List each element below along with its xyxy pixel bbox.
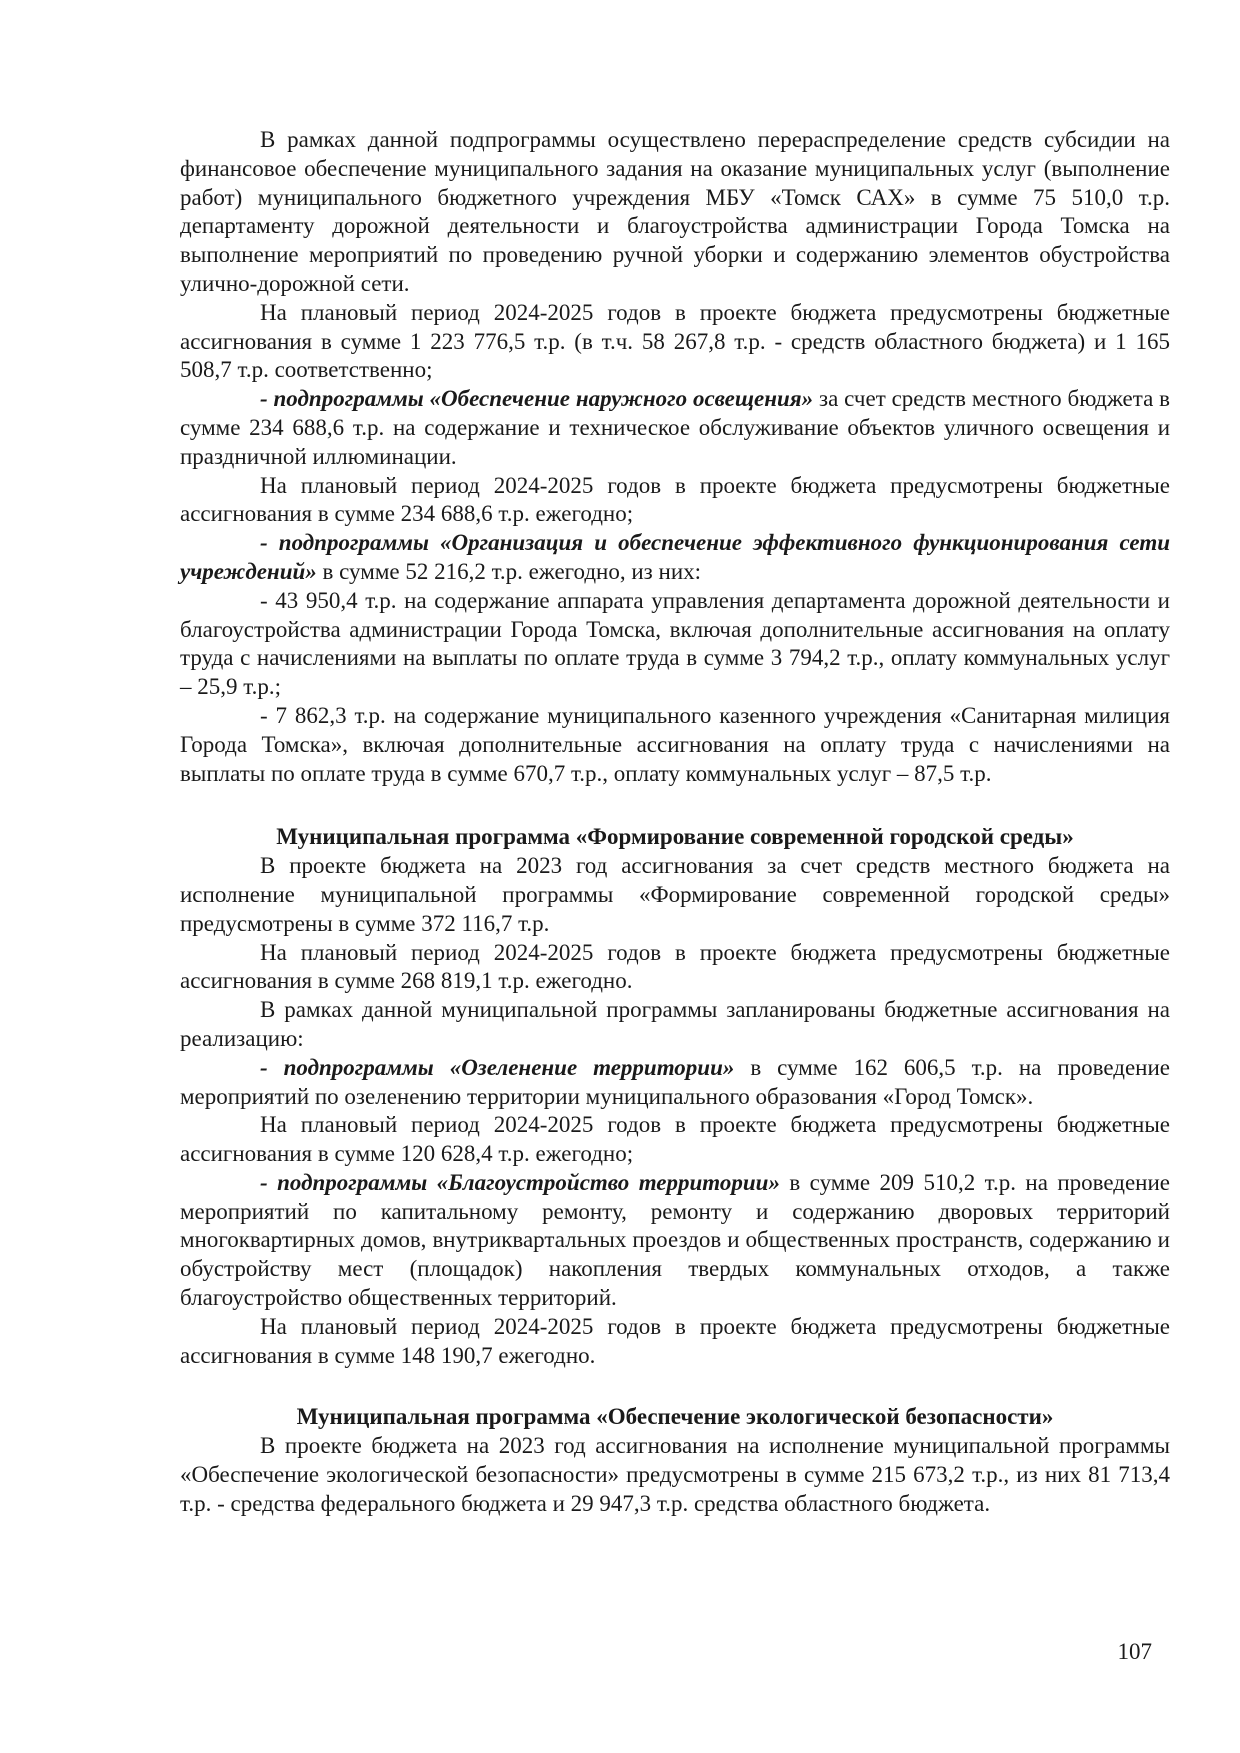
subprogram-text-improvement: в сумме 209 510,2 т.р. на проведение мероприятий по капитальному ремонту, ремонту и содержанию дворовых территорий многоквартирных домов, внутриквартальных проездов и общественных пространств, содержанию и обустройству мест (площадок) накопления твердых коммунальных отходов, а также благоустройство общественных территорий. (180, 1169, 1170, 1311)
paragraph-sub-network (180, 529, 1170, 587)
paragraph-sub-improvement (180, 1169, 1170, 1313)
subprogram-title-improvement: - подпрограммы «Благоустройство территории» (260, 1169, 780, 1195)
page-number: 107 (1117, 1639, 1152, 1664)
subprogram-title-lighting: - подпрограммы «Обеспечение наружного освещения» (260, 386, 814, 412)
paragraph-plan-greening: На плановый период 2024-2025 годов в проекте бюджета предусмотрены бюджетные ассигнования в сумме 120 628,4 т.р. ежегодно; (180, 1112, 1170, 1167)
paragraph-urban-intro: В проекте бюджета на 2023 год ассигнования за счет средств местного бюджета на исполнение муниципальной программы «Формирование современной городской среды» предусмотрены в сумме 372 116,7 т.р. (180, 853, 1170, 936)
paragraph-urban-framework: В рамках данной муниципальной программы запланированы бюджетные ассигнования на реализацию: (180, 997, 1170, 1051)
subprogram-text-network: в сумме 52 216,2 т.р. ежегодно, из них: (316, 558, 702, 584)
paragraph-plan-lighting: На плановый период 2024-2025 годов в проекте бюджета предусмотрены бюджетные ассигнования в сумме 234 688,6 т.р. ежегодно; (180, 472, 1170, 527)
section-gap (180, 788, 1170, 823)
subprogram-text-lighting: за счет средств местного бюджета в сумме 234 688,6 т.р. на содержание и техническое обслуживание объектов уличного освещения и праздничной иллюминации. (180, 386, 1170, 469)
heading-ecology: Муниципальная программа «Обеспечение экологической безопасности» (296, 1404, 1054, 1430)
paragraph-plan-improvement-network: На плановый период 2024-2025 годов в проекте бюджета предусмотрены бюджетные ассигнования в сумме 1 223 776,5 т.р. (в т.ч. 58 267,8 т.р. - средств областного бюджета) и 1 165 508,7 т.р. соответственно; (180, 299, 1170, 383)
subprogram-title-greening: - подпрограммы «Озеленение территории» (260, 1054, 735, 1080)
section-gap (180, 1370, 1170, 1403)
paragraph-sub-greening (180, 1054, 1170, 1112)
paragraph-sub-lighting (180, 385, 1170, 471)
paragraph-redistribution: В рамках данной подпрограммы осуществлено перераспределение средств субсидии на финансовое обеспечение муниципального задания на оказание муниципальных услуг (выполнение работ) муниципального бюджетного учреждения МБУ «Томск САХ» в сумме 75 510,0 т.р. департаменту дорожной деятельности и благоустройства администрации Города Томска на выполнение мероприятий по проведению ручной уборки и содержанию элементов обустройства улично-дорожной сети. (180, 127, 1170, 296)
paragraph-plan-improvement: На плановый период 2024-2025 годов в проекте бюджета предусмотрены бюджетные ассигнования в сумме 148 190,7 ежегодно. (180, 1313, 1170, 1368)
paragraph-urban-plan: На плановый период 2024-2025 годов в проекте бюджета предусмотрены бюджетные ассигнования в сумме 268 819,1 т.р. ежегодно. (180, 939, 1170, 994)
heading-urban-environment: Муниципальная программа «Формирование современной городской среды» (276, 824, 1074, 850)
subprogram-text-greening: в сумме 162 606,5 т.р. на проведение мероприятий по озеленению территории муниципального образования «Город Томск». (180, 1054, 1171, 1109)
subprogram-title-network: - подпрограммы «Организация и обеспечение эффективного функционирования сети учреждений» (180, 530, 1170, 584)
paragraph-ecology-intro: В проекте бюджета на 2023 год ассигнования на исполнение муниципальной программы «Обеспечение экологической безопасности» предусмотрены в сумме 215 673,2 т.р., из них 81 713,4 т.р. - средства федерального бюджета и 29 947,3 т.р. средства областного бюджета. (180, 1433, 1170, 1516)
document-body (180, 126, 1170, 1519)
list-item-network-sanitary: - 7 862,3 т.р. на содержание муниципального казенного учреждения «Санитарная милиция Города Томска», включая дополнительные ассигнования на оплату труда с начислениями на выплаты по оплате труда в сумме 670,7 т.р., оплату коммунальных услуг – 87,5 т.р. (180, 702, 1170, 786)
list-item-network-admin: - 43 950,4 т.р. на содержание аппарата управления департамента дорожной деятельности и благоустройства администрации Города Томска, включая дополнительные ассигнования на оплату труда с начислениями на выплаты по оплате труда в сумме 3 794,2 т.р., оплату коммунальных услуг – 25,9 т.р.; (180, 587, 1170, 700)
